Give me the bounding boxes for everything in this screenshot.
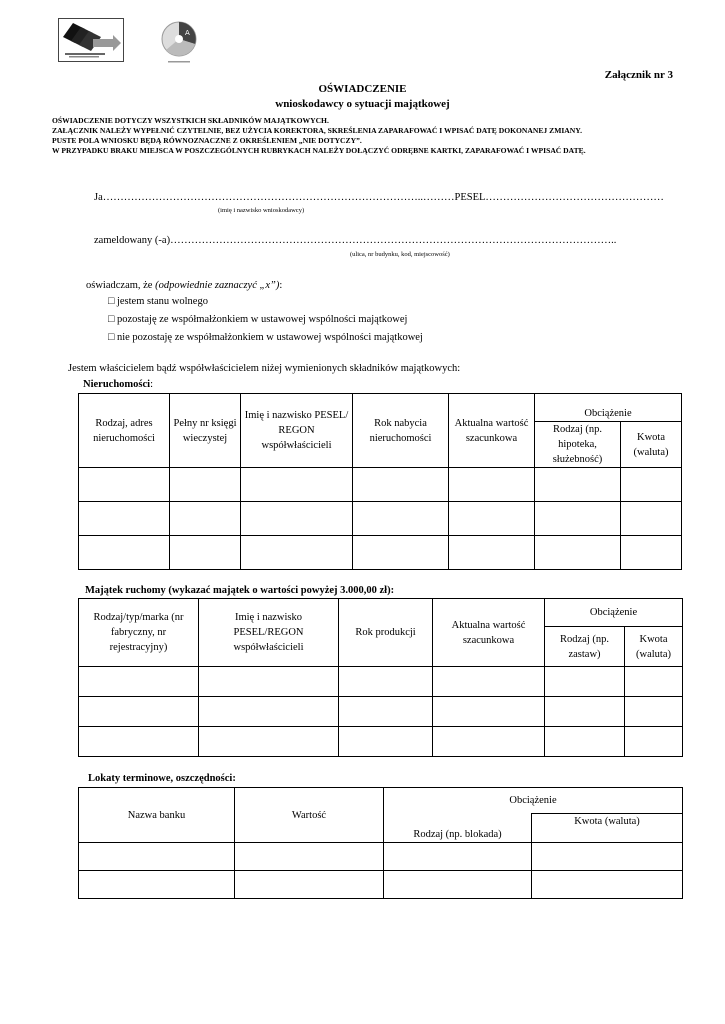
table-cell[interactable] (79, 468, 170, 502)
table-cell[interactable] (433, 727, 545, 757)
table-cell[interactable] (545, 727, 625, 757)
instruction-line: PUSTE POLA WNIOSKU BĘDĄ RÓWNOZNACZNE Z OKREŚLENIEM „NIE DOTYCZY”. (52, 136, 362, 145)
col-header: Aktualna wartość szacunkowa (449, 394, 535, 468)
table-cell[interactable] (449, 502, 535, 536)
table-cell[interactable] (625, 667, 683, 697)
table-cell[interactable] (79, 871, 235, 899)
col-header: Obciążenie (545, 599, 683, 627)
table-cell[interactable] (79, 502, 170, 536)
table-cell[interactable] (79, 536, 170, 570)
organization-logo (58, 18, 124, 62)
table-row (79, 502, 682, 536)
table-cell[interactable] (449, 468, 535, 502)
table-cell[interactable] (449, 536, 535, 570)
table-cell[interactable] (339, 667, 433, 697)
table-cell[interactable] (433, 697, 545, 727)
table-row (79, 697, 683, 727)
table-cell[interactable] (532, 843, 683, 871)
svg-text:A: A (185, 29, 190, 37)
instruction-line: W PRZYPADKU BRAKU MIEJSCA W POSZCZEGÓLNYCH RUBRYKACH NALEŻY DOŁĄCZYĆ ODRĘBNE KARTKI, ZAPARAFOWAĆ I WPISAĆ DATĘ. (52, 146, 586, 155)
table-cell[interactable] (625, 727, 683, 757)
table-cell[interactable] (532, 871, 683, 899)
table-cell[interactable] (621, 468, 682, 502)
col-header: Imię i nazwisko PESEL/REGON współwłaścicieli (199, 599, 339, 667)
col-header: Rok produkcji (339, 599, 433, 667)
table-cell[interactable] (384, 871, 532, 899)
col-header: Kwota (waluta) (625, 627, 683, 667)
table-cell[interactable] (339, 727, 433, 757)
table-cell[interactable] (545, 667, 625, 697)
table-cell[interactable] (235, 871, 384, 899)
table-cell[interactable] (79, 727, 199, 757)
document-title: OŚWIADCZENIE (318, 83, 407, 95)
col-header: Rodzaj (np. hipoteka, służebność) (535, 422, 621, 468)
table-cell[interactable] (621, 536, 682, 570)
name-hint: (imię i nazwisko wnioskodawcy) (218, 207, 305, 214)
real-estate-heading: Nieruchomości: (83, 379, 153, 390)
table-cell[interactable] (535, 468, 621, 502)
instructions (52, 116, 586, 156)
owner-statement: Jestem właścicielem bądź współwłaścicielem niżej wymienionych składników majątkowych: (68, 363, 461, 374)
col-header: Pełny nr księgi wieczystej (170, 394, 241, 468)
table-cell[interactable] (241, 468, 353, 502)
col-header: Kwota (waluta) (532, 814, 683, 843)
col-header: Kwota (waluta) (621, 422, 682, 468)
col-header: Rok nabycia nieruchomości (353, 394, 449, 468)
col-header: Nazwa banku (79, 788, 235, 843)
instruction-line: ZAŁĄCZNIK NALEŻY WYPEŁNIĆ CZYTELNIE, BEZ UŻYCIA KOREKTORA, SKREŚLENIA ZAPARAFOWAĆ I WPISAĆ DATĘ DOKONANEJ ZMIANY. (52, 126, 582, 135)
table-cell[interactable] (384, 843, 532, 871)
table-cell[interactable] (241, 536, 353, 570)
table-cell[interactable] (621, 502, 682, 536)
movables-table (78, 598, 683, 757)
table-row (79, 468, 682, 502)
table-row (79, 871, 683, 899)
table-cell[interactable] (79, 843, 235, 871)
col-header: Obciążenie (384, 788, 683, 814)
col-header: Wartość (235, 788, 384, 843)
table-cell[interactable] (170, 502, 241, 536)
table-cell[interactable] (353, 502, 449, 536)
table-row (79, 727, 683, 757)
option-joint-property[interactable]: □ pozostaję ze współmałżonkiem w ustawowej wspólności majątkowej (108, 314, 408, 325)
annex-number: Załącznik nr 3 (604, 69, 673, 81)
table-cell[interactable] (353, 468, 449, 502)
table-row (79, 667, 683, 697)
document-subtitle: wnioskodawcy o sytuacji majątkowej (275, 98, 450, 110)
table-row (79, 843, 683, 871)
table-cell[interactable] (170, 468, 241, 502)
col-header: Obciążenie (535, 394, 682, 422)
table-cell[interactable] (79, 667, 199, 697)
declaration-intro: oświadczam, że (odpowiednie zaznaczyć „x”): (86, 280, 283, 291)
col-header: Rodzaj (np. blokada) (384, 814, 532, 843)
col-header: Rodzaj, adres nieruchomości (79, 394, 170, 468)
col-header: Rodzaj (np. zastaw) (545, 627, 625, 667)
name-pesel-field[interactable]: Ja………………………………………………………………………………..………PESEL…………………………………………… (94, 192, 664, 203)
col-header: Aktualna wartość szacunkowa (433, 599, 545, 667)
table-cell[interactable] (339, 697, 433, 727)
table-row (79, 536, 682, 570)
address-field[interactable]: zameldowany (-a)……………………………………………………………………………………………………………….. (94, 235, 617, 246)
table-cell[interactable] (235, 843, 384, 871)
deposits-heading: Lokaty terminowe, oszczędności: (88, 773, 236, 784)
table-cell[interactable] (545, 697, 625, 727)
table-cell[interactable] (433, 667, 545, 697)
table-cell[interactable] (353, 536, 449, 570)
table-cell[interactable] (535, 502, 621, 536)
deposits-table (78, 787, 683, 899)
address-hint: (ulica, nr budynku, kod, miejscowość) (350, 251, 450, 258)
movables-heading: Majątek ruchomy (wykazać majątek o wartości powyżej 3.000,00 zł): (85, 585, 395, 596)
table-cell[interactable] (199, 667, 339, 697)
table-cell[interactable] (241, 502, 353, 536)
table-cell[interactable] (79, 697, 199, 727)
table-cell[interactable] (199, 697, 339, 727)
option-single[interactable]: □ jestem stanu wolnego (108, 296, 208, 307)
program-logo (158, 20, 204, 66)
table-cell[interactable] (535, 536, 621, 570)
table-cell[interactable] (170, 536, 241, 570)
real-estate-table (78, 393, 682, 570)
table-cell[interactable] (199, 727, 339, 757)
col-header: Rodzaj/typ/marka (nr fabryczny, nr rejestracyjny) (79, 599, 199, 667)
option-no-joint-property[interactable]: □ nie pozostaję ze współmałżonkiem w ustawowej wspólności majątkowej (108, 332, 423, 343)
col-header: Imię i nazwisko PESEL/ REGON współwłaścicieli (241, 394, 353, 468)
table-cell[interactable] (625, 697, 683, 727)
instruction-line: OŚWIADCZENIE DOTYCZY WSZYSTKICH SKŁADNIKÓW MAJĄTKOWYCH. (52, 116, 329, 125)
